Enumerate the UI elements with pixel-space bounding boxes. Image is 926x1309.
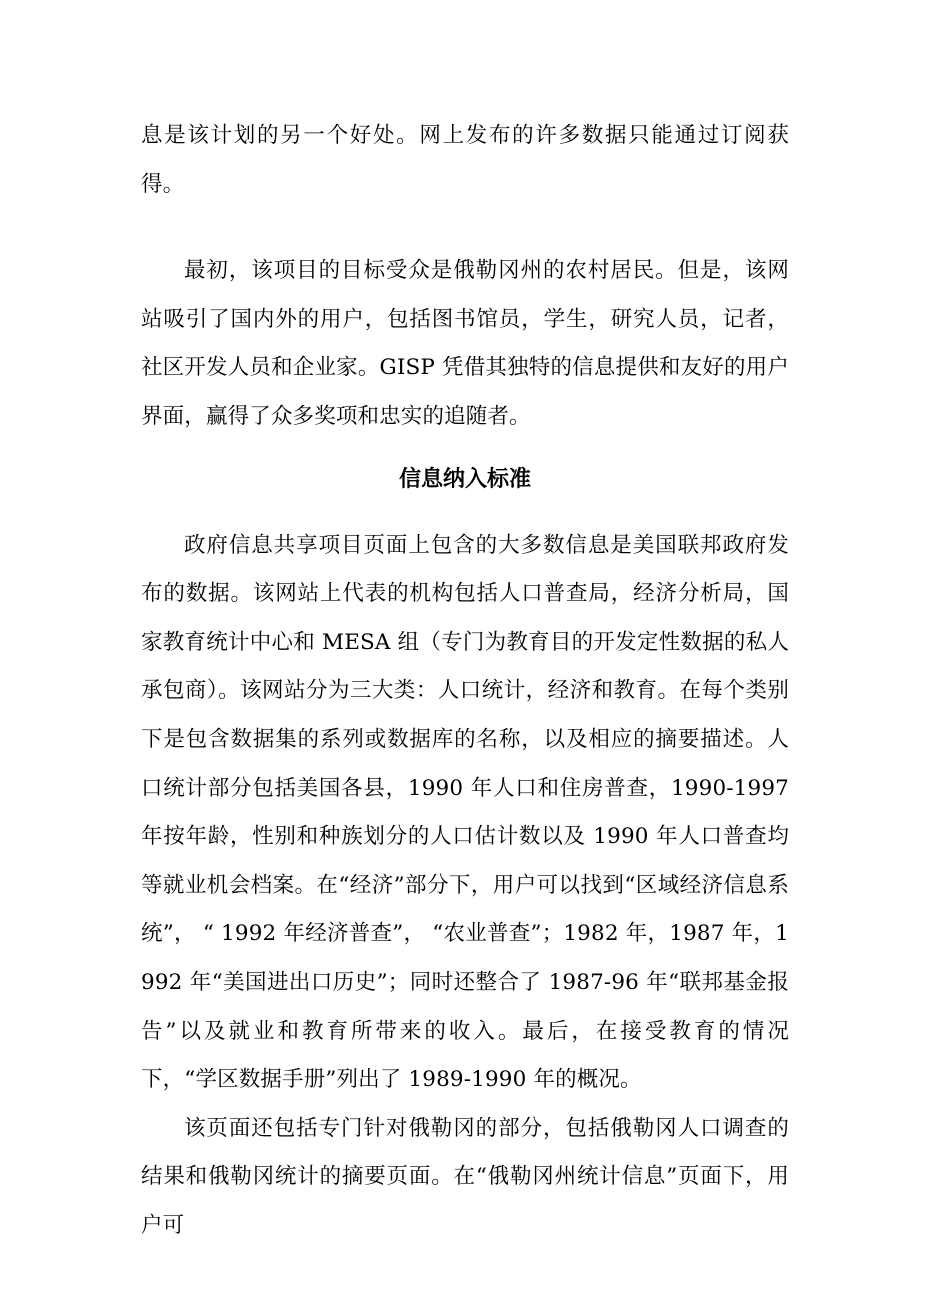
paragraph-target-audience: 最初，该项目的目标受众是俄勒冈州的农村居民。但是，该网站吸引了国内外的用户，包括图书馆员，学生，研究人员，记者，社区开发人员和企业家。GISP 凭借其独特的信息提供和友好的用户界面，赢得了众多奖项和忠实的追随者。 xyxy=(141,258,789,429)
document-page xyxy=(141,112,789,1250)
section-heading: 信息纳入标准 xyxy=(398,466,531,492)
paragraph-information-sources: 政府信息共享项目页面上包含的大多数信息是美国联邦政府发布的数据。该网站上代表的机构包括人口普查局，经济分析局，国家教育统计中心和 MESA 组（专门为教育目的开发定性数据的私人承包商）。该网站分为三大类：人口统计，经济和教育。在每个类别下是包含数据集的系列或数据库的名称，以及相应的摘要描述。人口统计部分包括美国各县，1990 年人口和住房普查，1990-1997 年按年龄，性别和种族划分的人口估计数以及 1990 年人口普查均等就业机会档案。在“经济”部分下，用户可以找到“区域经济信息系统”， “ 1992 年经济普查”， “农业普查”；1982 年，1987 年，1992 年“美国进出口历史”；同时还整合了 1987-96 年“联邦基金报告”以及就业和教育所带来的收入。最后，在接受教育的情况下，“学区数据手册”列出了 1989-1990 年的概况。 xyxy=(141,532,789,1093)
paragraph-continuation: 息是该计划的另一个好处。网上发布的许多数据只能通过订阅获得。 xyxy=(141,123,789,197)
paragraph-oregon-section: 该页面还包括专门针对俄勒冈的部分，包括俄勒冈人口调查的结果和俄勒冈统计的摘要页面。在“俄勒冈州统计信息”页面下，用户可 xyxy=(141,1115,789,1238)
